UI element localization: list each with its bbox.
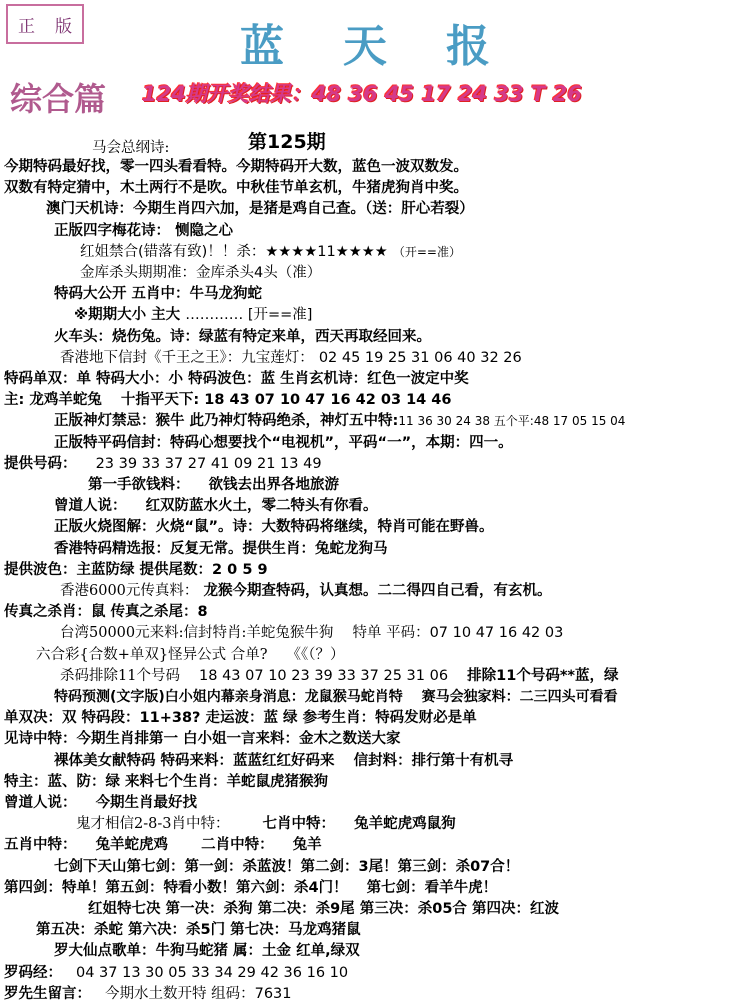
draw-result: 124期开奖结果：48 36 45 17 24 33 T 26 [142, 82, 582, 106]
text-line: 今期特码最好找，零一四头看看特。今期特码开大数，蓝色一波双数发。 [4, 159, 468, 175]
text-line [60, 666, 618, 686]
text-line [36, 645, 345, 665]
line-label: 二肖中特： [201, 837, 274, 854]
line-value: 04 37 13 30 05 33 34 29 42 36 16 10 [76, 964, 349, 981]
line-label: 特码预测(文字版)白小姐内幕亲身消息：龙鼠猴马蛇肖特 [54, 689, 403, 705]
title-char: 报 [446, 21, 500, 72]
line-value: 兔羊蛇虎鸡 [95, 837, 169, 854]
text-line: 第五决：杀蛇 第六决：杀5门 第七决：马龙鸡猪鼠 [36, 922, 361, 939]
line-label: ※期期大小 主大 [74, 307, 181, 324]
text-line [76, 814, 456, 834]
text-line [60, 581, 551, 601]
text-line: 特码大公开 五肖中：牛马龙狗蛇 [54, 286, 263, 303]
line-label: 红姐禁合(错落有致)！！杀：★★★★11★★★★ [80, 243, 388, 260]
text-line: 七剑下天山第七剑：第一剑：杀蓝波！第二剑：3尾！第三剑：杀07合！ [54, 858, 520, 875]
text-line [74, 305, 312, 325]
line-value: 欲钱去出界各地旅游 [208, 477, 340, 493]
line-label: 五肖中特： [4, 837, 77, 854]
text-line [4, 835, 322, 855]
text-line [4, 984, 292, 1004]
line-value: 今期生肖最好找 [95, 795, 198, 811]
line-label: 杀码排除11个号码 [60, 667, 180, 684]
line-label: 第一手欲钱料： [88, 477, 190, 493]
text-line: 正版特平码信封：特码心想要找个“电视机”，平码“一”，本期：四一。 [54, 434, 513, 451]
text-line: 正版火烧图解：火烧“鼠”。诗：大数特码将继续，特肖可能在野兽。 [54, 519, 494, 536]
line-value: 赛马会独家料：二三四头可看看 [421, 689, 618, 705]
text-line [54, 496, 378, 516]
line-value: 红双防蓝水火土，零二特头有你看。 [145, 498, 378, 515]
text-line [54, 687, 618, 707]
line-value: 今期水土数开特 组码：7631 [105, 985, 292, 1002]
text-line: 罗大仙点歌单：牛狗马蛇猪 属：土金 红单,绿双 [54, 943, 360, 960]
line-label: 香港地下信封《千王之王》：九宝莲灯： [60, 349, 314, 366]
text-line [4, 454, 322, 474]
newspaper-title [240, 12, 500, 72]
text-line [54, 221, 233, 241]
line-value: 《《（？） [286, 646, 345, 663]
line-value: 龙猴今期查特码，认真想。二二得四自己看，有玄机。 [203, 583, 552, 599]
line-label: 罗码经： [4, 964, 62, 981]
text-line [4, 390, 451, 410]
section-title: 综合篇 [10, 80, 107, 118]
line-label: 马会总纲诗: [92, 140, 170, 156]
line-value: 02 45 19 25 31 06 40 32 26 [318, 349, 522, 366]
text-line: 火车头：烧伤兔。诗：绿蓝有特定来单，西天再取经回来。 [54, 328, 431, 345]
text-line: 单双决：双 特码段：11+38? 走运波：蓝 绿 参考生肖：特码发财必是单 [4, 710, 477, 727]
text-line [4, 793, 197, 813]
line-value: 七肖中特： [262, 816, 336, 833]
text-line [88, 475, 339, 495]
text-line: 特码单双：单 特码大小：小 特码波色：蓝 生肖玄机诗：红色一波定中奖 [4, 371, 469, 387]
text-line [92, 138, 169, 158]
text-line [80, 242, 461, 262]
text-line: 提供波色：主蓝防绿 提供尾数：2 0 5 9 [4, 561, 268, 578]
line-value: 48 17 05 15 04 [533, 414, 626, 429]
text-line: 金库杀头期期准：金库杀头4头（准） [80, 265, 322, 281]
line-label: 曾道人说： [4, 795, 77, 811]
line-value: 恻隐之心 [175, 222, 234, 239]
text-line: 传真之杀肖：鼠 传真之杀尾：8 [4, 604, 208, 621]
line-value: 兔羊蛇虎鸡鼠狗 [354, 816, 456, 833]
line-value: 排除11个号码**蓝，绿 [467, 667, 619, 684]
line-value: ………… [开==准] [185, 307, 313, 324]
line-value: （开==准） [392, 244, 461, 259]
title-char: 天 [343, 21, 397, 72]
line-value: 18 43 07 10 23 39 33 37 25 31 06 [199, 667, 449, 684]
line-label: 台湾50000元来料:信封特肖:羊蛇兔猴牛狗 [60, 625, 334, 642]
line-label: 六合彩{合数+单双}怪异公式 合单? [36, 646, 268, 663]
line-value: 信封料：排行第十有机寻 [353, 752, 514, 769]
line-label: 主: 龙鸡羊蛇兔 [4, 392, 102, 409]
title-char: 蓝 [240, 21, 294, 72]
badge-char: 版 [55, 16, 72, 37]
line-label: 第四剑：特单！第五剑：特看小数！第六剑：杀4门！ [4, 879, 348, 896]
line-label: 鬼才相信2-8-3肖中特： [76, 816, 230, 833]
line-value: 第七剑：看羊牛虎！ [366, 879, 498, 896]
text-line [4, 878, 497, 898]
text-line: 香港特码精选报：反复无常。提供生肖：兔蛇龙狗马 [54, 540, 388, 557]
line-label: 香港6000元传真料： [60, 583, 199, 599]
line-label: 曾道人说： [54, 498, 127, 515]
text-line [60, 348, 522, 368]
line-label: 裸体美女献特码 特码来料：蓝蓝红红好码来 [54, 752, 335, 769]
line-label: 正版四字梅花诗： [54, 222, 170, 239]
line-value: 兔羊 [292, 837, 322, 854]
text-line: 双数有特定猜中，木土两行不是吹。中秋佳节单玄机，牛猪虎狗肖中奖。 [4, 180, 468, 197]
text-line: 特主：蓝、防：绿 来料七个生肖：羊蛇鼠虎猪猴狗 [4, 773, 329, 790]
text-line [4, 963, 348, 983]
text-line [54, 751, 513, 771]
issue-number: 第125期 [248, 131, 326, 153]
text-line: 澳门天机诗：今期生肖四六加，是猪是鸡自己查。（送：肝心若裂） [46, 201, 474, 218]
line-value: 11 36 30 24 38 五个平: [398, 414, 534, 429]
line-label: 提供号码： [4, 455, 77, 472]
authentic-badge [6, 4, 84, 44]
text-line: 见诗中特：今期生肖排第一 白小姐一言来料：金木之数送大家 [4, 731, 401, 748]
line-label: 罗先生留言： [4, 985, 91, 1002]
badge-char: 正 [18, 16, 35, 37]
text-line: 红姐特七决 第一决：杀狗 第二决：杀9尾 第三决：杀05合 第四决：红波 [88, 901, 559, 917]
line-value: 十指平天下: 18 43 07 10 47 16 42 03 14 46 [120, 392, 452, 409]
line-label: 正版神灯禁忌：猴牛 此乃神灯特码绝杀，神灯五中特: [54, 413, 399, 430]
text-line [60, 623, 563, 643]
line-value: 特单 平码：07 10 47 16 42 03 [352, 625, 564, 642]
line-value: 23 39 33 37 27 41 09 21 13 49 [95, 455, 322, 472]
text-line [54, 411, 625, 431]
